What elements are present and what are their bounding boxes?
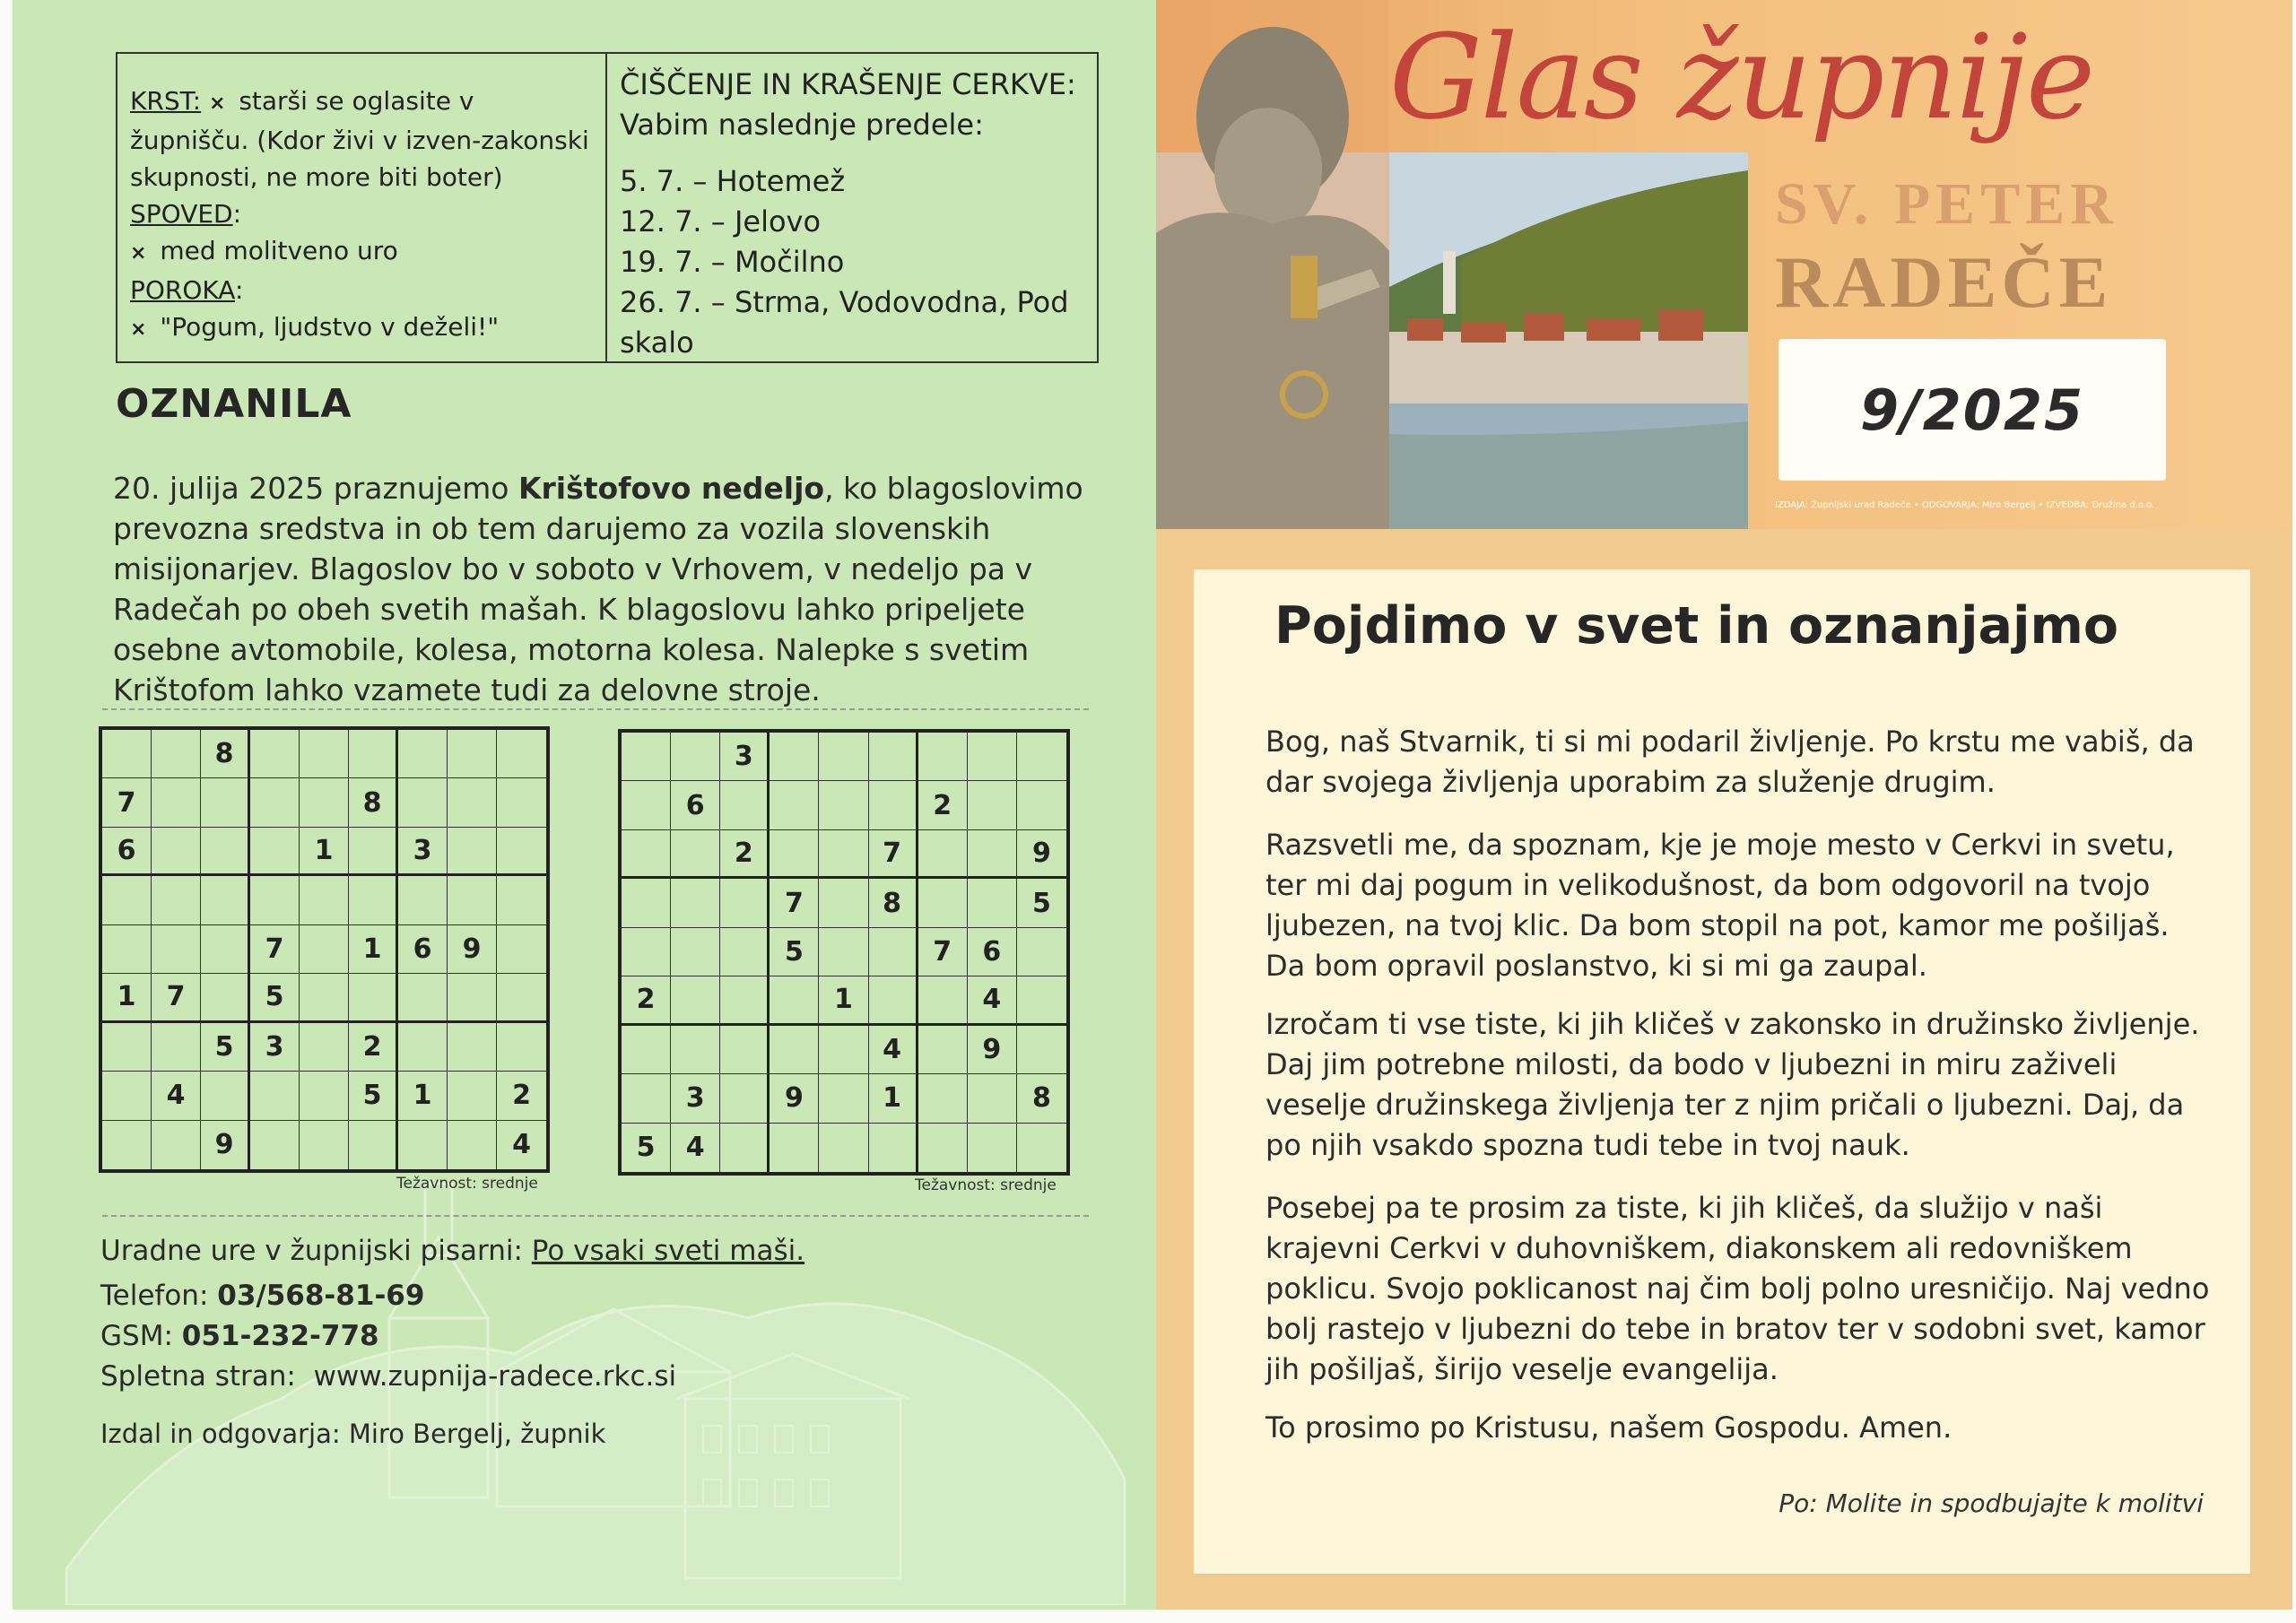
sudoku-cell[interactable] bbox=[102, 925, 152, 974]
sudoku-cell[interactable] bbox=[300, 876, 349, 924]
sudoku-cell[interactable]: 8 bbox=[1017, 1074, 1066, 1123]
sudoku-cell[interactable]: 2 bbox=[349, 1023, 398, 1072]
sudoku-cell[interactable] bbox=[1017, 781, 1066, 829]
sudoku-cell[interactable]: 5 bbox=[1017, 879, 1066, 927]
sudoku-cell[interactable] bbox=[869, 976, 918, 1025]
sudoku-cell[interactable] bbox=[918, 1124, 968, 1172]
sudoku-cell[interactable] bbox=[201, 778, 250, 827]
sudoku-cell[interactable]: 3 bbox=[720, 733, 770, 781]
sudoku-cell[interactable] bbox=[770, 1026, 819, 1074]
sudoku-cell[interactable] bbox=[497, 876, 546, 924]
sudoku-cell[interactable] bbox=[671, 928, 720, 976]
sudoku-cell[interactable] bbox=[819, 879, 868, 927]
sudoku-cell[interactable] bbox=[250, 828, 300, 876]
sudoku-cell[interactable] bbox=[102, 1121, 152, 1169]
announcement-bold: Krištofovo nedeljo bbox=[517, 471, 825, 506]
sudoku-cell[interactable]: 1 bbox=[102, 974, 152, 1022]
sudoku-cell[interactable] bbox=[300, 730, 349, 778]
sudoku-cell[interactable]: 7 bbox=[102, 778, 152, 827]
sudoku-cell[interactable] bbox=[448, 1023, 497, 1072]
sudoku-cell[interactable] bbox=[770, 830, 819, 879]
sudoku-cell[interactable] bbox=[622, 733, 671, 781]
spoved-label: SPOVED bbox=[130, 199, 233, 229]
sudoku-cell[interactable]: 7 bbox=[869, 830, 918, 879]
sudoku-cell[interactable] bbox=[349, 828, 398, 876]
sudoku-cell[interactable] bbox=[201, 828, 250, 876]
cleaning-item: 5. 7. – Hotemež bbox=[620, 164, 846, 198]
sudoku-cell[interactable] bbox=[250, 1121, 300, 1169]
office-hours bbox=[100, 1235, 804, 1267]
section-heading: OZNANILA bbox=[116, 381, 352, 427]
divider bbox=[102, 1215, 1089, 1217]
divider bbox=[102, 708, 1089, 710]
sudoku-cell[interactable] bbox=[720, 976, 770, 1025]
sudoku-cell[interactable]: 1 bbox=[398, 1072, 448, 1120]
sudoku-puzzle-1 bbox=[99, 726, 550, 1173]
prayer-paragraph: Bog, naš Stvarnik, ti si mi podaril življenje. Po krstu me vabiš, da dar svojega življenja uporabim za služenje drugim. bbox=[1265, 725, 2195, 799]
sudoku-cell[interactable]: 9 bbox=[1017, 830, 1066, 879]
krst-label: KRST: bbox=[130, 86, 202, 116]
website-link[interactable]: www.zupnija-radece.rkc.si bbox=[313, 1360, 677, 1393]
sudoku-cell[interactable] bbox=[349, 1121, 398, 1169]
sudoku-cell[interactable] bbox=[152, 778, 201, 827]
sudoku-cell[interactable]: 9 bbox=[968, 1026, 1017, 1074]
phone-number[interactable]: 03/568-81-69 bbox=[217, 1280, 425, 1312]
sudoku-cell[interactable] bbox=[448, 730, 497, 778]
sudoku-cell[interactable] bbox=[968, 781, 1017, 829]
sudoku-cell[interactable] bbox=[152, 925, 201, 974]
sudoku-cell[interactable] bbox=[869, 781, 918, 829]
sudoku-cell[interactable] bbox=[201, 925, 250, 974]
sudoku-cell[interactable] bbox=[622, 879, 671, 927]
web-label: Spletna stran: bbox=[100, 1360, 296, 1393]
sudoku-cell[interactable]: 4 bbox=[152, 1072, 201, 1120]
sudoku-cell[interactable]: 7 bbox=[250, 925, 300, 974]
sudoku-cell[interactable] bbox=[720, 1124, 770, 1172]
sudoku-cell[interactable] bbox=[300, 974, 349, 1022]
sudoku-cell[interactable] bbox=[622, 1026, 671, 1074]
sudoku-cell[interactable] bbox=[152, 1023, 201, 1072]
sudoku-cell[interactable] bbox=[398, 1023, 448, 1072]
sudoku-cell[interactable] bbox=[398, 876, 448, 924]
sudoku-cell[interactable]: 6 bbox=[102, 828, 152, 876]
sudoku-cell[interactable] bbox=[918, 830, 968, 879]
sudoku-cell[interactable]: 1 bbox=[819, 976, 868, 1025]
cleaning-item: 19. 7. – Močilno bbox=[620, 245, 845, 279]
issue-box bbox=[1779, 339, 2166, 481]
sudoku-cell[interactable] bbox=[448, 828, 497, 876]
sudoku-cell[interactable]: 7 bbox=[152, 974, 201, 1022]
sudoku-cell[interactable]: 3 bbox=[398, 828, 448, 876]
prayer-credit: Po: Molite in spodbujajte k molitvi bbox=[1779, 1488, 2204, 1518]
sudoku-cell[interactable]: 9 bbox=[448, 925, 497, 974]
parish-town: RADEČE bbox=[1775, 241, 2113, 323]
sudoku-cell[interactable] bbox=[448, 876, 497, 924]
sudoku-cell[interactable] bbox=[398, 974, 448, 1022]
sudoku-cell[interactable] bbox=[398, 778, 448, 827]
sudoku-cell[interactable]: 4 bbox=[512, 1129, 531, 1161]
sudoku-cell[interactable] bbox=[201, 1072, 250, 1120]
sudoku-cell[interactable] bbox=[622, 830, 671, 879]
poroka-label: POROKA bbox=[130, 275, 235, 305]
sudoku-cell[interactable]: 2 bbox=[622, 976, 671, 1025]
sudoku-cell[interactable] bbox=[152, 1121, 201, 1169]
sudoku-cell[interactable]: 8 bbox=[201, 730, 250, 778]
sudoku-cell[interactable]: 3 bbox=[671, 1074, 720, 1123]
sudoku-cell[interactable] bbox=[300, 778, 349, 827]
sudoku-cell[interactable] bbox=[152, 876, 201, 924]
sudoku-cell[interactable] bbox=[250, 1072, 300, 1120]
sudoku-cell[interactable] bbox=[300, 1023, 349, 1072]
announcement-post: , ko blagoslovimo prevozna sredstva in ob tem darujemo za vozila slovenskih misijonarjev. Blagoslov bo v soboto v Vrhovem, v nedeljo pa v Radečah po obeh svetih mašah. K blagoslovu lahko pripeljete osebne avtomobile, kolesa, motorna kolesa. Nalepke s svetim Krištofom lahko vzamete tudi za delovne stroje. bbox=[113, 471, 1083, 707]
announcement-pre: 20. julija 2025 praznujemo bbox=[113, 471, 518, 506]
sudoku-cell[interactable]: 6 bbox=[398, 925, 448, 974]
sudoku-cell[interactable] bbox=[201, 974, 250, 1022]
sudoku-cell[interactable] bbox=[770, 781, 819, 829]
sudoku-cell[interactable] bbox=[398, 1121, 448, 1169]
bullet-icon: × bbox=[208, 92, 226, 115]
sudoku-cell[interactable]: 7 bbox=[770, 879, 819, 927]
prayer-paragraph: Posebej pa te prosim za tiste, ki jih kličeš, da služijo v naši krajevni Cerkvi v duhovniškem, diakonskem ali redovniškem poklicu. Svojo poklicanost naj čim bolj polno uresničijo. Naj vedno bolj rastejo v ljubezni do tebe in bratov ter v sodobni svet, kamor jih pošiljaš, širijo veselje evangelija. bbox=[1265, 1191, 2210, 1386]
sudoku-cell[interactable] bbox=[349, 730, 398, 778]
prayer-paragraph: Razsvetli me, da spoznam, kje je moje mesto v Cerkvi in svetu, ter mi daj pogum in velikodušnost, da bom odgovoril na tvojo ljubezen, na tvoj klic. Da bom stopil na pot, kamor me pošiljaš. Da bom opravil poslanstvo, ki si mi ga zaupal. bbox=[1265, 828, 2175, 983]
krst-text: starši se oglasite v župnišču. (Kdor živi v izven-zakonski skupnosti, ne more biti boter) bbox=[130, 86, 589, 192]
info-box bbox=[116, 52, 1099, 363]
sudoku-cell[interactable] bbox=[448, 974, 497, 1022]
prayer-paragraph: To prosimo po Kristusu, našem Gospodu. Amen. bbox=[1265, 1410, 1952, 1445]
sudoku-cell[interactable]: 4 bbox=[671, 1124, 720, 1172]
right-panel bbox=[1156, 0, 2292, 1610]
sudoku-cell[interactable] bbox=[448, 1121, 497, 1169]
sudoku-cell[interactable] bbox=[398, 730, 448, 778]
sudoku-cell[interactable] bbox=[671, 1026, 720, 1074]
sudoku-cell[interactable]: 1 bbox=[300, 828, 349, 876]
sudoku-cell[interactable] bbox=[497, 730, 546, 778]
masthead bbox=[1156, 0, 2292, 529]
sudoku-cell[interactable] bbox=[300, 1121, 349, 1169]
office-label: Uradne ure v župnijski pisarni: bbox=[100, 1235, 523, 1267]
sudoku-cell[interactable] bbox=[869, 1124, 918, 1172]
sudoku-cell[interactable] bbox=[968, 879, 1017, 927]
sudoku-cell[interactable] bbox=[201, 876, 250, 924]
sudoku-cell[interactable] bbox=[671, 733, 720, 781]
sudoku-cell[interactable] bbox=[250, 778, 300, 827]
sudoku-cell[interactable] bbox=[102, 1072, 152, 1120]
sudoku-cell[interactable] bbox=[968, 830, 1017, 879]
sudoku-cell[interactable]: 4 bbox=[869, 1026, 918, 1074]
prayer-title: Pojdimo v svet in oznanjajmo bbox=[1274, 596, 2119, 655]
sudoku-cell[interactable]: 8 bbox=[869, 879, 918, 927]
gsm-number[interactable]: 051-232-778 bbox=[181, 1320, 379, 1352]
sudoku-cell[interactable] bbox=[1017, 928, 1066, 976]
sudoku-cell[interactable] bbox=[819, 781, 868, 829]
sudoku-cell[interactable]: 2 bbox=[720, 830, 770, 879]
cleaning-item: 12. 7. – Jelovo bbox=[620, 204, 822, 239]
sudoku-cell[interactable] bbox=[918, 879, 968, 927]
newsletter-title: Glas župnije bbox=[1389, 9, 2093, 145]
bullet-icon: × bbox=[130, 318, 147, 341]
sudoku-cell[interactable] bbox=[918, 733, 968, 781]
sudoku-cell[interactable] bbox=[250, 876, 300, 924]
sudoku-cell[interactable] bbox=[819, 733, 868, 781]
sudoku-cell[interactable]: 4 bbox=[968, 976, 1017, 1025]
sudoku-cell[interactable]: 5 bbox=[201, 1023, 250, 1072]
sudoku-cell[interactable] bbox=[497, 925, 546, 974]
publisher: Izdal in odgovarja: Miro Bergelj, župnik bbox=[100, 1419, 606, 1449]
cleaning-intro: Vabim naslednje predele: bbox=[620, 108, 984, 142]
sudoku-cell[interactable]: 8 bbox=[349, 778, 398, 827]
issue-number: 9/2025 bbox=[1859, 377, 2085, 443]
sudoku-cell[interactable]: 5 bbox=[622, 1124, 671, 1172]
left-panel bbox=[13, 0, 1156, 1610]
sudoku-cell[interactable] bbox=[968, 1124, 1017, 1172]
sudoku-cell[interactable] bbox=[497, 778, 546, 827]
phone-label: Telefon: bbox=[100, 1280, 209, 1312]
sudoku-cell[interactable] bbox=[497, 1023, 546, 1072]
cleaning-item: 26. 7. – Strma, Vodovodna, Pod skalo bbox=[620, 285, 1069, 360]
website-line bbox=[100, 1360, 676, 1393]
sudoku-cell[interactable] bbox=[349, 876, 398, 924]
difficulty-label: Težavnost: srednje bbox=[915, 1176, 1057, 1194]
sudoku-cell[interactable] bbox=[819, 1124, 868, 1172]
sudoku-cell[interactable] bbox=[448, 778, 497, 827]
sudoku-cell[interactable]: 5 bbox=[349, 1072, 398, 1120]
sudoku-cell[interactable]: 1 bbox=[349, 925, 398, 974]
sudoku-cell[interactable] bbox=[622, 781, 671, 829]
cleaning-title: ČIŠČENJE IN KRAŠENJE CERKVE: bbox=[620, 67, 1076, 101]
difficulty-label: Težavnost: srednje bbox=[396, 1175, 538, 1193]
sudoku-puzzle-2 bbox=[618, 729, 1070, 1176]
sudoku-cell[interactable]: 9 bbox=[770, 1074, 819, 1123]
sudoku-cell[interactable] bbox=[622, 1074, 671, 1123]
sudoku-cell[interactable] bbox=[720, 781, 770, 829]
sudoku-cell[interactable] bbox=[671, 976, 720, 1025]
sudoku-cell[interactable] bbox=[770, 733, 819, 781]
sudoku-cell[interactable] bbox=[102, 730, 152, 778]
spoved-text: med molitveno uro bbox=[160, 236, 398, 265]
sudoku-cell[interactable] bbox=[918, 1026, 968, 1074]
sudoku-cell[interactable] bbox=[152, 730, 201, 778]
sudoku-cell[interactable] bbox=[720, 928, 770, 976]
imprint-line: IZDAJA: Župnijski urad Radeče • ODGOVARJA: Miro Bergelj • IZVEDBA: Družina d.o.o. bbox=[1775, 500, 2155, 510]
sudoku-cell[interactable]: 3 bbox=[250, 1023, 300, 1072]
sudoku-cell[interactable] bbox=[497, 974, 546, 1022]
cleaning-column bbox=[607, 54, 1097, 361]
sudoku-cell[interactable]: 9 bbox=[201, 1121, 250, 1169]
office-value: Po vsaki sveti maši. bbox=[531, 1235, 805, 1267]
sudoku-cell[interactable] bbox=[671, 830, 720, 879]
sudoku-cell[interactable] bbox=[770, 976, 819, 1025]
sudoku-cell[interactable] bbox=[1017, 1026, 1066, 1074]
bullet-icon: × bbox=[130, 242, 147, 265]
gsm-label: GSM: bbox=[100, 1320, 173, 1352]
sudoku-cell[interactable] bbox=[102, 876, 152, 924]
sudoku-cell[interactable] bbox=[918, 976, 968, 1025]
sacraments-column: KRST: × starši se oglasite v župnišču. (Kdor živi v izven-zakonski skupnosti, ne more biti boter) SPOVED: × med molitveno uro POROKA: × "Pogum, ljudstvo v deželi!" bbox=[117, 54, 607, 361]
sudoku-cell[interactable] bbox=[770, 1124, 819, 1172]
sudoku-cell[interactable] bbox=[671, 879, 720, 927]
sudoku-cell[interactable] bbox=[102, 1023, 152, 1072]
prayer-box bbox=[1194, 569, 2250, 1574]
gsm-line bbox=[100, 1320, 379, 1352]
sudoku-cell[interactable] bbox=[349, 974, 398, 1022]
sudoku-cell[interactable] bbox=[869, 928, 918, 976]
sudoku-cell[interactable] bbox=[869, 733, 918, 781]
phone-line bbox=[100, 1280, 424, 1312]
sudoku-cell[interactable] bbox=[918, 1074, 968, 1123]
sudoku-cell[interactable] bbox=[819, 1074, 868, 1123]
prayer-paragraph: Izročam ti vse tiste, ki jih kličeš v zakonsko in družinsko življenje. Daj jim potrebne milosti, da bodo v ljubezni in miru zaživeli veselje družinskega življenja ter z njim pričali o ljubezni. Daj, da po njih vsakdo spozna tudi tebe in tvoj nauk. bbox=[1265, 1007, 2200, 1162]
sudoku-cell[interactable] bbox=[720, 879, 770, 927]
sudoku-cell[interactable] bbox=[250, 730, 300, 778]
sudoku-cell[interactable]: 5 bbox=[250, 974, 300, 1022]
poroka-text: "Pogum, ljudstvo v deželi!" bbox=[160, 312, 500, 342]
sudoku-cell[interactable] bbox=[720, 1026, 770, 1074]
parish-name: SV. PETER bbox=[1775, 171, 2118, 237]
sudoku-cell[interactable]: 2 bbox=[497, 1072, 546, 1120]
sudoku-cell[interactable] bbox=[968, 1074, 1017, 1123]
sudoku-cell[interactable]: 7 bbox=[918, 928, 968, 976]
sudoku-cell[interactable] bbox=[819, 928, 868, 976]
sudoku-cell[interactable]: 6 bbox=[671, 781, 720, 829]
sudoku-cell[interactable] bbox=[968, 733, 1017, 781]
announcement-text bbox=[113, 468, 1100, 710]
sudoku-cell[interactable] bbox=[622, 928, 671, 976]
sudoku-cell[interactable]: 2 bbox=[918, 781, 968, 829]
sudoku-cell[interactable] bbox=[1017, 1124, 1066, 1172]
sudoku-cell[interactable]: 1 bbox=[869, 1074, 918, 1123]
sudoku-cell[interactable] bbox=[1017, 976, 1066, 1025]
sudoku-cell[interactable]: 5 bbox=[770, 928, 819, 976]
sudoku-cell[interactable] bbox=[448, 1072, 497, 1120]
sudoku-cell[interactable] bbox=[152, 828, 201, 876]
st-peter-statue bbox=[1156, 0, 1389, 529]
sudoku-cell[interactable]: 6 bbox=[968, 928, 1017, 976]
sudoku-cell[interactable] bbox=[720, 1074, 770, 1123]
sudoku-cell[interactable] bbox=[819, 830, 868, 879]
sudoku-cell[interactable] bbox=[819, 1026, 868, 1074]
sudoku-cell[interactable] bbox=[300, 1072, 349, 1120]
sudoku-cell[interactable] bbox=[1017, 733, 1066, 781]
sudoku-cell[interactable] bbox=[497, 828, 546, 876]
sudoku-cell[interactable] bbox=[300, 925, 349, 974]
